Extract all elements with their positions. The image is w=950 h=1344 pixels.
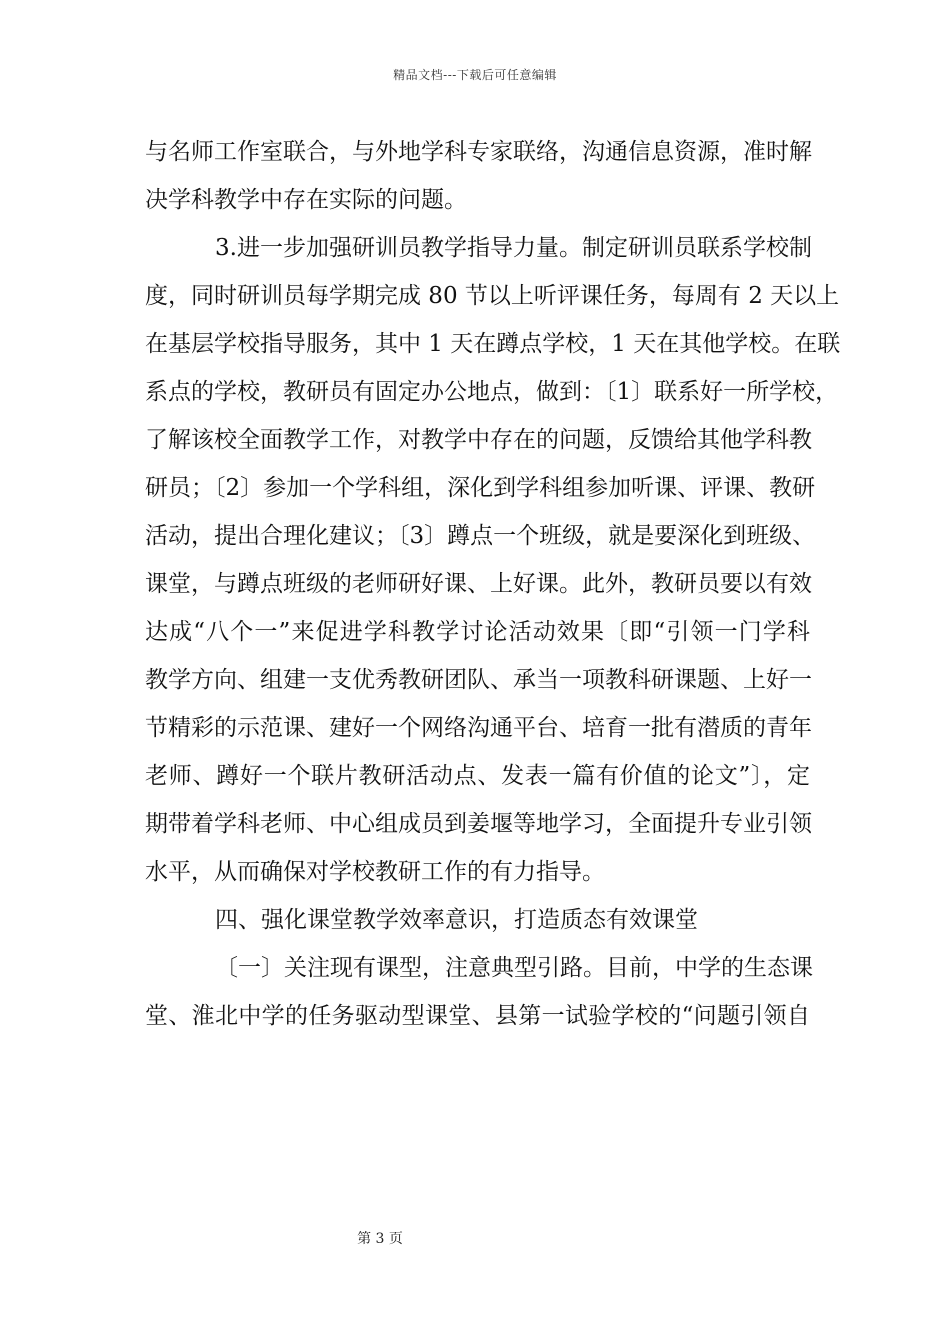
paragraph-line: 〔一〕关注现有课型，注意典型引路。目前，中学的生态课 [215, 955, 813, 981]
paragraph-line: 期带着学科老师、中心组成员到姜堰等地学习，全面提升专业引领 [145, 811, 812, 837]
paragraph-line: 教学方向、组建一支优秀教研团队、承当一项教科研课题、上好一 [145, 667, 812, 693]
paragraph-line: 与名师工作室联合，与外地学科专家联络，沟通信息资源，准时解 [145, 139, 812, 165]
paragraph-line: 老师、蹲好一个联片教研活动点、发表一篇有价值的论文”〕，定 [145, 763, 810, 789]
paragraph-line: 在基层学校指导服务，其中 1 天在蹲点学校，1 天在其他学校。在联 [145, 331, 841, 357]
paragraph-line: 活动，提出合理化建议；〔3〕蹲点一个班级，就是要深化到班级、 [145, 523, 816, 549]
document-body [145, 128, 841, 1040]
paragraph-line: 水平，从而确保对学校教研工作的有力指导。 [145, 859, 605, 885]
paragraph-line: 课堂，与蹲点班级的老师研好课、上好课。此外，教研员要以有效 [145, 571, 812, 597]
section-heading: 四、强化课堂教学效率意识，打造质态有效课堂 [215, 907, 698, 933]
paragraph-line: 了解该校全面教学工作，对教学中存在的问题，反馈给其他学科教 [145, 427, 812, 453]
paragraph-line: 研员；〔2〕参加一个学科组，深化到学科组参加听课、评课、教研 [145, 475, 816, 501]
paragraph-line: 决学科教学中存在实际的问题。 [145, 187, 467, 213]
paragraph-line: 节精彩的示范课、建好一个网络沟通平台、培育一批有潜质的青年 [145, 715, 812, 741]
paragraph-line: 度，同时研训员每学期完成 80 节以上听评课任务，每周有 2 天以上 [145, 283, 840, 309]
paragraph-line: 系点的学校，教研员有固定办公地点，做到：〔1〕联系好一所学校， [145, 379, 839, 405]
paragraph-line: 达成“八个一”来促进学科教学讨论活动效果〔即“引领一门学科 [145, 619, 810, 645]
paragraph-line: 3.进一步加强研训员教学指导力量。制定研训员联系学校制 [215, 235, 812, 261]
paragraph-line: 堂、淮北中学的任务驱动型课堂、县第一试验学校的“问题引领自 [145, 1003, 810, 1029]
page-number: 第 3 页 [357, 1231, 403, 1247]
page-header: 精品文档---下载后可任意编辑 [393, 68, 557, 82]
